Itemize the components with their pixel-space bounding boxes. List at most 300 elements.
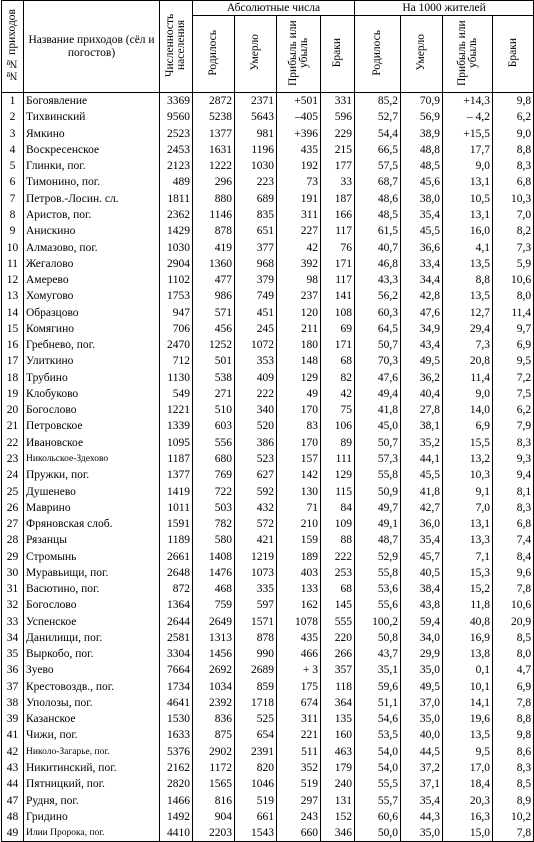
- cell-rate-marriages: 8,8: [493, 142, 534, 158]
- cell-deaths: 572: [235, 516, 277, 532]
- cell-population: 2648: [160, 565, 193, 581]
- cell-rate-births: 53,5: [355, 727, 401, 743]
- cell-growth: 129: [277, 370, 321, 386]
- header-rate-births: [355, 16, 401, 93]
- cell-population: 712: [160, 353, 193, 369]
- cell-births: 1408: [193, 548, 235, 564]
- cell-births: 538: [193, 370, 235, 386]
- cell-births: 2203: [193, 825, 235, 842]
- cell-population: 4641: [160, 695, 193, 711]
- cell-parish-name: Гридино: [24, 809, 160, 825]
- cell-row-number: 41: [2, 727, 24, 743]
- cell-population: 3304: [160, 646, 193, 662]
- cell-growth: 180: [277, 337, 321, 353]
- table-row: [2, 727, 534, 743]
- cell-rate-marriages: 7,5: [493, 386, 534, 402]
- cell-row-number: 9: [2, 223, 24, 239]
- cell-rate-births: 54,6: [355, 711, 401, 727]
- cell-rate-births: 54,0: [355, 744, 401, 760]
- table-row: [2, 353, 534, 369]
- cell-rate-births: 43,7: [355, 646, 401, 662]
- cell-growth: 466: [277, 646, 321, 662]
- cell-rate-growth: 11,4: [443, 370, 493, 386]
- cell-marriages: 84: [321, 500, 355, 516]
- cell-deaths: 1196: [235, 142, 277, 158]
- cell-population: 1429: [160, 223, 193, 239]
- cell-growth: 511: [277, 744, 321, 760]
- cell-births: 680: [193, 451, 235, 467]
- cell-births: 603: [193, 418, 235, 434]
- cell-rate-deaths: 49,5: [401, 353, 443, 369]
- cell-parish-name: Воскресенское: [24, 142, 160, 158]
- cell-population: 2453: [160, 142, 193, 158]
- cell-growth: 311: [277, 711, 321, 727]
- cell-row-number: 30: [2, 565, 24, 581]
- cell-row-number: 26: [2, 500, 24, 516]
- cell-rate-deaths: 37,0: [401, 695, 443, 711]
- cell-parish-name: Васютино, пог.: [24, 581, 160, 597]
- cell-rate-deaths: 35,4: [401, 792, 443, 808]
- table-row: [2, 760, 534, 776]
- cell-marriages: 364: [321, 695, 355, 711]
- cell-rate-growth: 13,1: [443, 174, 493, 190]
- cell-row-number: 48: [2, 809, 24, 825]
- table-row: [2, 402, 534, 418]
- header-births: [193, 16, 235, 93]
- cell-growth: 71: [277, 500, 321, 516]
- cell-growth: 311: [277, 207, 321, 223]
- cell-growth: 73: [277, 174, 321, 190]
- cell-deaths: 245: [235, 321, 277, 337]
- cell-rate-marriages: 8,0: [493, 288, 534, 304]
- cell-row-number: 37: [2, 679, 24, 695]
- cell-growth: 660: [277, 825, 321, 842]
- cell-population: 1530: [160, 711, 193, 727]
- table-row: [2, 516, 534, 532]
- cell-rate-growth: 9,0: [443, 158, 493, 174]
- cell-rate-deaths: 34,4: [401, 272, 443, 288]
- cell-births: 1360: [193, 256, 235, 272]
- cell-marriages: 596: [321, 109, 355, 125]
- cell-rate-growth: 9,1: [443, 483, 493, 499]
- table-row: [2, 776, 534, 792]
- cell-population: 1633: [160, 727, 193, 743]
- cell-row-number: 23: [2, 451, 24, 467]
- table-row: [2, 548, 534, 564]
- cell-parish-name: Тимонино, пог.: [24, 174, 160, 190]
- cell-parish-name: Ивановское: [24, 435, 160, 451]
- cell-population: 1187: [160, 451, 193, 467]
- cell-parish-name: Ямкино: [24, 126, 160, 142]
- cell-marriages: 171: [321, 337, 355, 353]
- cell-births: 571: [193, 304, 235, 320]
- cell-marriages: 118: [321, 679, 355, 695]
- cell-rate-births: 50,9: [355, 483, 401, 499]
- cell-births: 1456: [193, 646, 235, 662]
- cell-births: 1172: [193, 760, 235, 776]
- cell-deaths: 1571: [235, 614, 277, 630]
- cell-population: 9560: [160, 109, 193, 125]
- cell-population: 2523: [160, 126, 193, 142]
- cell-rate-deaths: 42,8: [401, 288, 443, 304]
- cell-parish-name: Выркобо, пог.: [24, 646, 160, 662]
- cell-deaths: 520: [235, 418, 277, 434]
- cell-population: 1339: [160, 418, 193, 434]
- cell-rate-births: 54,0: [355, 760, 401, 776]
- cell-rate-marriages: 8,3: [493, 435, 534, 451]
- cell-rate-births: 54,4: [355, 126, 401, 142]
- cell-marriages: 141: [321, 288, 355, 304]
- cell-growth: 142: [277, 467, 321, 483]
- cell-rate-marriages: 7,8: [493, 581, 534, 597]
- cell-rate-deaths: 38,4: [401, 581, 443, 597]
- cell-deaths: 592: [235, 483, 277, 499]
- header-absolute-group: Абсолютные числа: [193, 1, 355, 16]
- cell-rate-births: 46,8: [355, 256, 401, 272]
- cell-rate-births: 49,7: [355, 500, 401, 516]
- cell-row-number: 25: [2, 483, 24, 499]
- cell-rate-growth: 6,9: [443, 418, 493, 434]
- cell-rate-growth: 16,9: [443, 630, 493, 646]
- cell-row-number: 8: [2, 207, 24, 223]
- cell-rate-growth: 18,4: [443, 776, 493, 792]
- cell-rate-marriages: 7,3: [493, 239, 534, 255]
- cell-row-number: 47: [2, 792, 24, 808]
- cell-rate-growth: 13,1: [443, 516, 493, 532]
- cell-rate-deaths: 36,2: [401, 370, 443, 386]
- cell-marriages: 215: [321, 142, 355, 158]
- cell-marriages: 229: [321, 126, 355, 142]
- cell-rate-marriages: 9,7: [493, 321, 534, 337]
- table-row: [2, 646, 534, 662]
- cell-deaths: 1072: [235, 337, 277, 353]
- cell-rate-deaths: 38,9: [401, 126, 443, 142]
- cell-growth: +396: [277, 126, 321, 142]
- cell-rate-deaths: 56,9: [401, 109, 443, 125]
- cell-rate-births: 60,6: [355, 809, 401, 825]
- cell-rate-births: 52,7: [355, 109, 401, 125]
- cell-rate-deaths: 29,9: [401, 646, 443, 662]
- cell-rate-births: 50,7: [355, 337, 401, 353]
- cell-row-number: 12: [2, 272, 24, 288]
- table-row: [2, 467, 534, 483]
- cell-parish-name: Данилищи, пог.: [24, 630, 160, 646]
- cell-row-number: 7: [2, 191, 24, 207]
- cell-rate-marriages: 8,3: [493, 760, 534, 776]
- cell-rate-growth: 13,5: [443, 256, 493, 272]
- cell-rate-growth: 16,0: [443, 223, 493, 239]
- table-row: [2, 809, 534, 825]
- cell-marriages: 160: [321, 727, 355, 743]
- cell-marriages: 177: [321, 158, 355, 174]
- cell-row-number: 14: [2, 304, 24, 320]
- cell-population: 1011: [160, 500, 193, 516]
- cell-parish-name: Гребнево, пог.: [24, 337, 160, 353]
- cell-population: 1492: [160, 809, 193, 825]
- cell-parish-name: Зуево: [24, 662, 160, 678]
- cell-growth: 162: [277, 597, 321, 613]
- cell-rate-growth: 15,5: [443, 435, 493, 451]
- cell-row-number: 49: [2, 825, 24, 842]
- cell-deaths: 421: [235, 532, 277, 548]
- header-population-label: Численность населения: [164, 13, 187, 77]
- cell-population: 872: [160, 581, 193, 597]
- cell-births: 501: [193, 353, 235, 369]
- cell-deaths: 749: [235, 288, 277, 304]
- cell-marriages: 240: [321, 776, 355, 792]
- cell-row-number: 3: [2, 126, 24, 142]
- cell-rate-growth: 17,7: [443, 142, 493, 158]
- cell-marriages: 33: [321, 174, 355, 190]
- cell-deaths: 451: [235, 304, 277, 320]
- cell-parish-name: Хомугово: [24, 288, 160, 304]
- cell-rate-births: 55,5: [355, 776, 401, 792]
- cell-rate-deaths: 35,0: [401, 711, 443, 727]
- cell-population: 549: [160, 386, 193, 402]
- table-row: [2, 711, 534, 727]
- cell-marriages: 117: [321, 223, 355, 239]
- cell-row-number: 38: [2, 695, 24, 711]
- cell-rate-births: 50,0: [355, 825, 401, 842]
- cell-rate-deaths: 45,6: [401, 174, 443, 190]
- cell-population: 1095: [160, 435, 193, 451]
- cell-row-number: 18: [2, 370, 24, 386]
- cell-births: 1377: [193, 126, 235, 142]
- header-rate-growth-label: Прибыль или убыль: [455, 19, 479, 86]
- cell-births: 782: [193, 516, 235, 532]
- cell-rate-deaths: 59,4: [401, 614, 443, 630]
- cell-marriages: 346: [321, 825, 355, 842]
- cell-rate-marriages: 8,3: [493, 158, 534, 174]
- cell-rate-marriages: 6,8: [493, 174, 534, 190]
- cell-births: 2872: [193, 93, 235, 110]
- cell-rate-growth: 13,8: [443, 646, 493, 662]
- cell-births: 769: [193, 467, 235, 483]
- cell-row-number: 42: [2, 744, 24, 760]
- cell-births: 904: [193, 809, 235, 825]
- header-rate-births-label: Родилось: [371, 29, 384, 76]
- cell-births: 816: [193, 792, 235, 808]
- cell-marriages: 42: [321, 386, 355, 402]
- cell-rate-marriages: 8,1: [493, 483, 534, 499]
- cell-rate-growth: 13,5: [443, 727, 493, 743]
- cell-rate-marriages: 7,8: [493, 825, 534, 842]
- cell-growth: 175: [277, 679, 321, 695]
- cell-marriages: 555: [321, 614, 355, 630]
- table-row: [2, 695, 534, 711]
- cell-births: 2392: [193, 695, 235, 711]
- cell-row-number: 4: [2, 142, 24, 158]
- cell-rate-deaths: 38,0: [401, 191, 443, 207]
- cell-marriages: 109: [321, 516, 355, 532]
- cell-population: 706: [160, 321, 193, 337]
- cell-rate-growth: 9,5: [443, 744, 493, 760]
- cell-rate-deaths: 45,7: [401, 548, 443, 564]
- cell-rate-deaths: 35,2: [401, 435, 443, 451]
- header-births-label: Родилось: [207, 29, 219, 76]
- cell-rate-deaths: 40,0: [401, 727, 443, 743]
- cell-rate-deaths: 36,0: [401, 516, 443, 532]
- cell-growth: 297: [277, 792, 321, 808]
- cell-population: 3369: [160, 93, 193, 110]
- cell-births: 1222: [193, 158, 235, 174]
- cell-rate-deaths: 44,5: [401, 744, 443, 760]
- cell-rate-growth: 20,8: [443, 353, 493, 369]
- cell-deaths: 820: [235, 760, 277, 776]
- cell-births: 880: [193, 191, 235, 207]
- cell-births: 556: [193, 435, 235, 451]
- cell-rate-deaths: 44,1: [401, 451, 443, 467]
- table-row: [2, 109, 534, 125]
- table-row: [2, 744, 534, 760]
- cell-marriages: 135: [321, 711, 355, 727]
- cell-population: 1189: [160, 532, 193, 548]
- cell-deaths: 1073: [235, 565, 277, 581]
- cell-rate-births: 47,6: [355, 370, 401, 386]
- cell-rate-births: 57,5: [355, 158, 401, 174]
- cell-rate-marriages: 6,2: [493, 402, 534, 418]
- cell-parish-name: Жегалово: [24, 256, 160, 272]
- cell-rate-births: 48,5: [355, 207, 401, 223]
- cell-deaths: 379: [235, 272, 277, 288]
- cell-rate-births: 49,1: [355, 516, 401, 532]
- cell-births: 878: [193, 223, 235, 239]
- header-marriages-label: Браки: [331, 37, 344, 68]
- cell-rate-growth: 16,3: [443, 809, 493, 825]
- cell-row-number: 10: [2, 239, 24, 255]
- cell-growth: 98: [277, 272, 321, 288]
- cell-rate-growth: 10,5: [443, 191, 493, 207]
- cell-rate-deaths: 35,4: [401, 532, 443, 548]
- table-row: [2, 256, 534, 272]
- cell-deaths: 627: [235, 467, 277, 483]
- cell-births: 468: [193, 581, 235, 597]
- cell-rate-marriages: 8,5: [493, 630, 534, 646]
- cell-deaths: 409: [235, 370, 277, 386]
- cell-marriages: 253: [321, 565, 355, 581]
- cell-rate-marriages: 6,9: [493, 337, 534, 353]
- cell-marriages: 88: [321, 532, 355, 548]
- cell-population: 2123: [160, 158, 193, 174]
- cell-growth: 130: [277, 483, 321, 499]
- cell-deaths: 2689: [235, 662, 277, 678]
- cell-population: 1221: [160, 402, 193, 418]
- table-row: [2, 581, 534, 597]
- cell-population: 1753: [160, 288, 193, 304]
- cell-deaths: 377: [235, 239, 277, 255]
- cell-rate-deaths: 27,8: [401, 402, 443, 418]
- cell-marriages: 187: [321, 191, 355, 207]
- cell-rate-births: 53,6: [355, 581, 401, 597]
- cell-parish-name: Трубино: [24, 370, 160, 386]
- cell-rate-growth: 40,8: [443, 614, 493, 630]
- cell-population: 1419: [160, 483, 193, 499]
- cell-row-number: 34: [2, 630, 24, 646]
- cell-parish-name: Илии Пророка, пог.: [24, 825, 160, 842]
- cell-rate-deaths: 45,5: [401, 467, 443, 483]
- table-row: [2, 304, 534, 320]
- cell-parish-name: Пружки, пог.: [24, 467, 160, 483]
- cell-population: 1466: [160, 792, 193, 808]
- cell-growth: 211: [277, 321, 321, 337]
- cell-row-number: 15: [2, 321, 24, 337]
- cell-parish-name: Улиткино: [24, 353, 160, 369]
- cell-births: 2649: [193, 614, 235, 630]
- cell-marriages: 131: [321, 792, 355, 808]
- cell-row-number: 5: [2, 158, 24, 174]
- cell-deaths: 5643: [235, 109, 277, 125]
- cell-rate-deaths: 37,2: [401, 760, 443, 776]
- table-row: [2, 825, 534, 842]
- cell-growth: 192: [277, 158, 321, 174]
- cell-growth: 83: [277, 418, 321, 434]
- cell-rate-marriages: 8,0: [493, 646, 534, 662]
- cell-births: 5238: [193, 109, 235, 125]
- cell-rate-births: 85,2: [355, 93, 401, 110]
- cell-marriages: 82: [321, 370, 355, 386]
- cell-growth: 49: [277, 386, 321, 402]
- cell-marriages: 115: [321, 483, 355, 499]
- cell-row-number: 16: [2, 337, 24, 353]
- cell-growth: 674: [277, 695, 321, 711]
- cell-row-number: 11: [2, 256, 24, 272]
- cell-births: 510: [193, 402, 235, 418]
- cell-row-number: 44: [2, 776, 24, 792]
- cell-rate-marriages: 8,4: [493, 548, 534, 564]
- cell-row-number: 17: [2, 353, 24, 369]
- table-row: [2, 223, 534, 239]
- cell-rate-births: 51,1: [355, 695, 401, 711]
- cell-rate-births: 48,7: [355, 532, 401, 548]
- cell-rate-marriages: 9,3: [493, 451, 534, 467]
- cell-deaths: 654: [235, 727, 277, 743]
- cell-parish-name: Амерево: [24, 272, 160, 288]
- cell-population: 2820: [160, 776, 193, 792]
- cell-rate-growth: 7,3: [443, 337, 493, 353]
- cell-deaths: 523: [235, 451, 277, 467]
- table-row: [2, 321, 534, 337]
- table-row: [2, 630, 534, 646]
- cell-births: 2692: [193, 662, 235, 678]
- cell-parish-name: Богоявление: [24, 93, 160, 110]
- cell-population: 5376: [160, 744, 193, 760]
- cell-parish-name: Николо-Загарье, пог.: [24, 744, 160, 760]
- cell-rate-growth: 14,0: [443, 402, 493, 418]
- cell-rate-births: 49,4: [355, 386, 401, 402]
- cell-births: 1252: [193, 337, 235, 353]
- cell-births: 1565: [193, 776, 235, 792]
- cell-growth: 221: [277, 727, 321, 743]
- cell-rate-births: 52,9: [355, 548, 401, 564]
- cell-births: 1146: [193, 207, 235, 223]
- cell-rate-deaths: 48,5: [401, 158, 443, 174]
- cell-rate-deaths: 40,4: [401, 386, 443, 402]
- cell-growth: 237: [277, 288, 321, 304]
- cell-deaths: 525: [235, 711, 277, 727]
- cell-rate-growth: 11,8: [443, 597, 493, 613]
- cell-population: 1102: [160, 272, 193, 288]
- cell-rate-growth: 13,1: [443, 207, 493, 223]
- cell-population: 1030: [160, 239, 193, 255]
- cell-rate-growth: +15,5: [443, 126, 493, 142]
- cell-growth: 403: [277, 565, 321, 581]
- cell-rate-births: 70,3: [355, 353, 401, 369]
- cell-rate-marriages: 9,4: [493, 467, 534, 483]
- cell-rate-marriages: 9,5: [493, 353, 534, 369]
- cell-births: 1476: [193, 565, 235, 581]
- cell-parish-name: Маврино: [24, 500, 160, 516]
- table-row: [2, 207, 534, 223]
